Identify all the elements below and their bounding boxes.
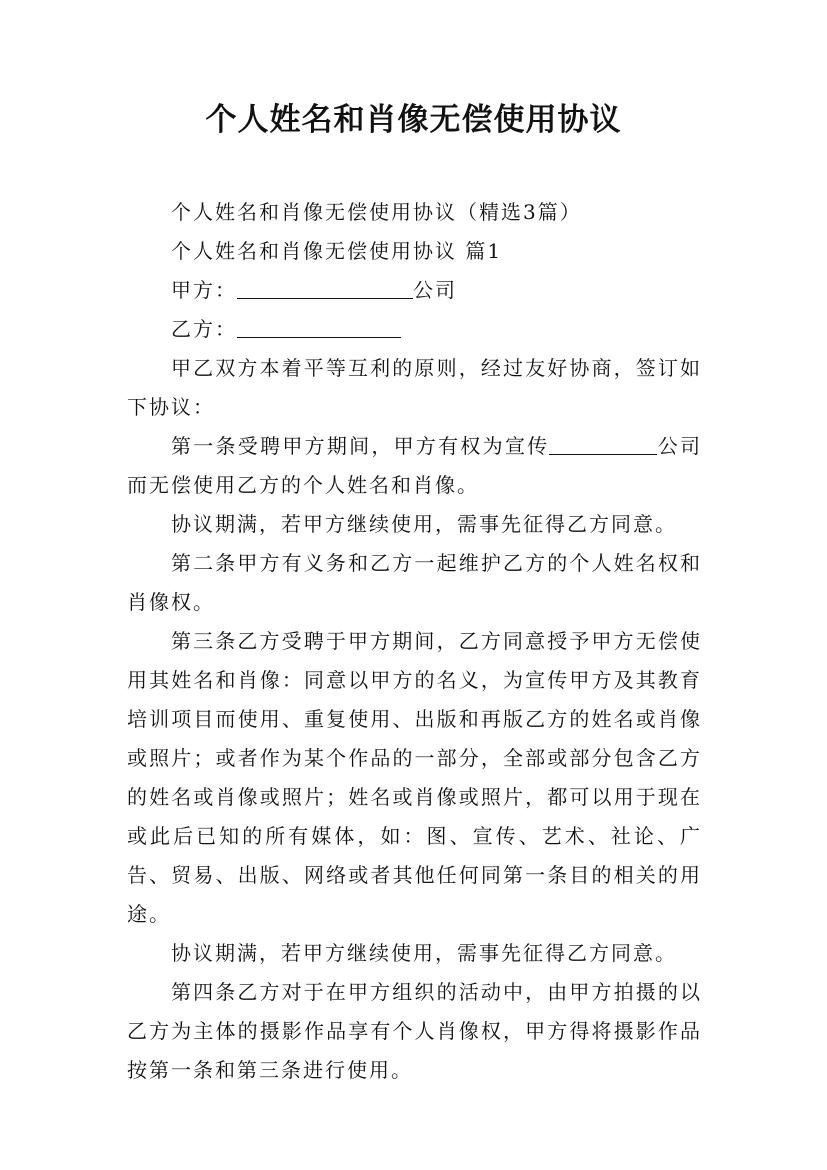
party-b-label: 乙方： <box>171 317 237 341</box>
party-a-suffix: 公司 <box>413 278 457 302</box>
party-a-blank <box>237 274 413 299</box>
party-a-label: 甲方： <box>171 278 237 302</box>
party-b-blank <box>237 313 401 338</box>
paragraph-article-3: 第三条乙方受聘于甲方期间，乙方同意授予甲方无偿使用其姓名和肖像：同意以甲方的名义，为宣传甲方及其教育培训项目而使用、重复使用、出版和再版乙方的姓名或肖像或照片；或者作为某个作品的一部分，全部或部分包含乙方的姓名或肖像或照片；姓名或肖像或照片，都可以用于现在或此后已知的所有媒体，如：图、宣传、艺术、社论、广告、贸易、出版、网络或者其他任何同第一条目的相关的用途。 <box>127 629 702 926</box>
paragraph-article-4: 第四条乙方对于在甲方组织的活动中，由甲方拍摄的以乙方为主体的摄影作品享有个人肖像权，甲方得将摄影作品按第一条和第三条进行使用。 <box>127 980 702 1082</box>
paragraph-party-b <box>127 310 702 349</box>
paragraph-article-2: 第二条甲方有义务和乙方一起维护乙方的个人姓名权和肖像权。 <box>127 551 702 614</box>
article-1-text-a: 第一条受聘甲方期间，甲方有权为宣传 <box>171 434 550 458</box>
paragraph-chapter-title: 个人姓名和肖像无偿使用协议 篇1 <box>171 239 503 263</box>
paragraph-intro: 甲乙双方本着平等互利的原则，经过友好协商，签订如下协议： <box>127 356 702 419</box>
article-1-blank <box>549 430 657 455</box>
paragraph-expiry-1: 协议期满，若甲方继续使用，需事先征得乙方同意。 <box>171 512 677 536</box>
paragraph-article-1 <box>127 427 702 505</box>
article-1-text-b: 公司而无偿使用乙方的个人姓名和肖像。 <box>127 434 703 497</box>
document-body <box>127 193 702 1090</box>
document-title: 个人姓名和肖像无偿使用协议 <box>205 102 622 138</box>
paragraph-collection-title: 个人姓名和肖像无偿使用协议（精选3篇） <box>171 200 582 224</box>
paragraph-party-a <box>127 271 702 310</box>
paragraph-expiry-2: 协议期满，若甲方继续使用，需事先征得乙方同意。 <box>171 941 677 965</box>
